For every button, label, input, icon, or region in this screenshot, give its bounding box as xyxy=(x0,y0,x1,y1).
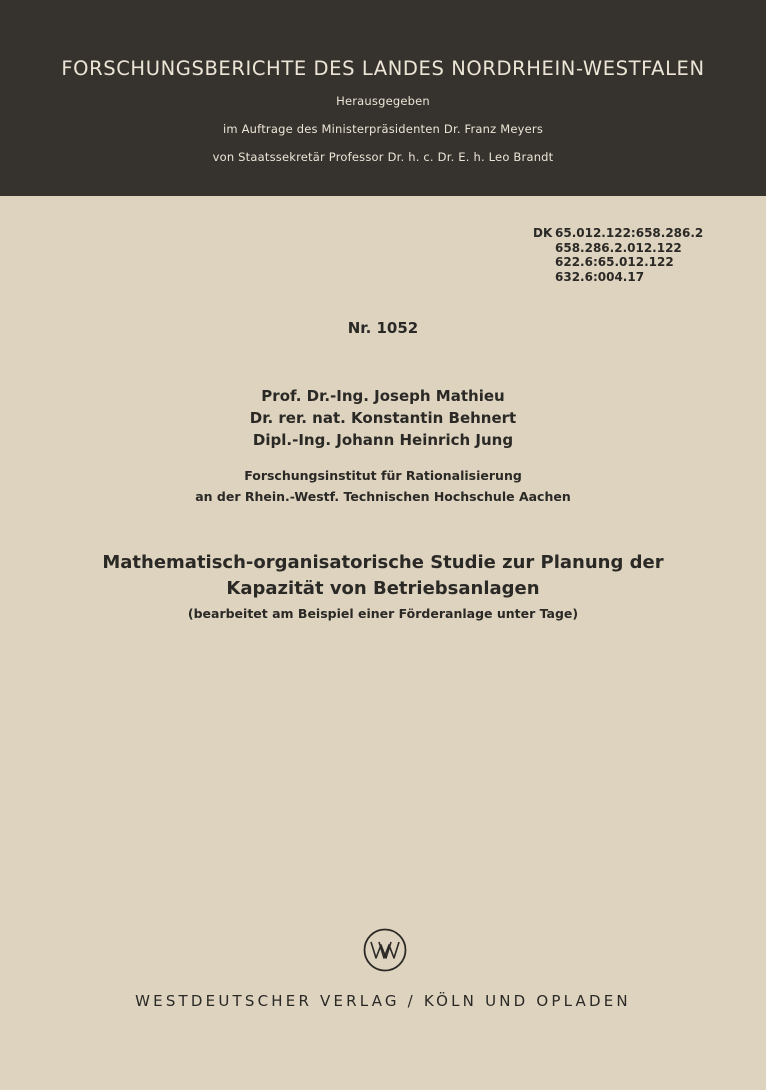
author-3: Dipl.-Ing. Johann Heinrich Jung xyxy=(252,431,514,449)
classification-code-4: 632.6:004.17 xyxy=(555,269,645,284)
series-banner xyxy=(0,0,766,196)
editor-line-1: Herausgegeben xyxy=(336,94,430,108)
title-line-1: Mathematisch-organisatorische Studie zur Planung der xyxy=(102,552,664,573)
title-line-2: Kapazität von Betriebsanlagen xyxy=(226,578,540,599)
author-1: Prof. Dr.-Ing. Joseph Mathieu xyxy=(261,387,505,405)
report-number: Nr. 1052 xyxy=(347,319,419,337)
institute-line-2: an der Rhein.-Westf. Technischen Hochschule Aachen xyxy=(195,489,571,504)
institute-line-1: Forschungsinstitut für Rationalisierung xyxy=(244,468,522,483)
report-title xyxy=(0,550,766,602)
editor-line-3: von Staatssekretär Professor Dr. h. c. Dr. E. h. Leo Brandt xyxy=(212,150,554,164)
publisher-logo-icon xyxy=(363,928,407,972)
classification-label: DK xyxy=(533,226,553,240)
publisher-imprint: WESTDEUTSCHER VERLAG / KÖLN UND OPLADEN xyxy=(135,992,631,1010)
institute xyxy=(0,465,766,507)
classification-code-3: 622.6:65.012.122 xyxy=(555,255,674,269)
editor-line-2: im Auftrage des Ministerpräsidenten Dr. Franz Meyers xyxy=(222,122,544,136)
author-2: Dr. rer. nat. Konstantin Behnert xyxy=(249,409,517,427)
classification-code-2: 658.286.2.012.122 xyxy=(555,240,682,255)
report-subtitle: (bearbeitet am Beispiel einer Förderanlage unter Tage) xyxy=(187,606,579,621)
classification-code-1: 65.012.122:658.286.2 xyxy=(555,226,704,240)
authors xyxy=(0,385,766,451)
series-title: FORSCHUNGSBERICHTE DES LANDES NORDRHEIN-WESTFALEN xyxy=(61,57,705,80)
classification-codes xyxy=(533,226,703,284)
